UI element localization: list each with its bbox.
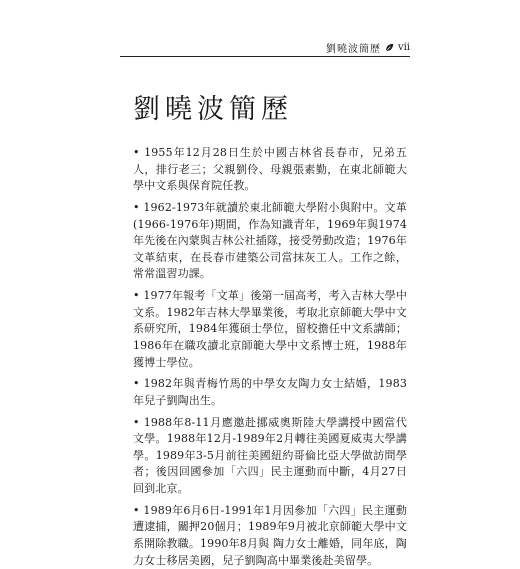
paragraph-marriage: • 1982年與青梅竹馬的中學女友陶力女士結婚，1983年兒子劉陶出生。 <box>133 377 407 407</box>
paragraph-arrest: • 1989年6月6日-1991年1月因參加「六四」民主運動遭逮捕，關押20個月；1989年9月被北京師範大學中文系開除教職。1990年8月與 陶力女士離婚，同年底，陶力女士移居美國，兒子劉陶高中畢業後赴美留學。 <box>133 503 407 567</box>
paragraph-education-youth: • 1962-1973年就讀於東北師範大學附小與附中。文革(1966-1976年)期間，作為知識青年，1969年與1974年先後在內蒙與吉林公社插隊，接受勞動改造；1976年文革結束，在長春市建築公司當抹灰工人。工作之餘，常常溫習功課。 <box>133 200 407 281</box>
running-header-title: 劉曉波簡歷 <box>325 43 381 55</box>
biography-text <box>133 145 407 569</box>
running-header <box>120 39 410 55</box>
paragraph-birth: • 1955年12月28日生於中國吉林省長春市，兄弟五人，排行老三；父親劉伶、母親張素勤，在東北師範大學中文系與保育院任教。 <box>133 146 407 193</box>
leaf-ornament-icon <box>385 43 394 52</box>
header-rule <box>120 56 410 57</box>
page-number: vii <box>397 41 410 53</box>
paragraph-abroad: • 1988年8-11月應邀赴挪威奧斯陸大學講授中國當代文學。1988年12月-1989年2月轉往美國夏威夷大學講學。1989年3-5月前往美國紐約哥倫比亞大學做訪問學者；後因回國參加「六四」民主運動而中斷，4月27日回到北京。 <box>133 415 407 496</box>
paragraph-university: • 1977年報考「文革」後第一屆高考，考入吉林大學中文系。1982年吉林大學畢業後，考取北京師範大學中文系研究所，1984年獲碩士學位，留校擔任中文系講師；1986年在職攻讀北京師範大學中文系博士班，1988年獲博士學位。 <box>133 289 407 369</box>
chapter-title: 劉曉波簡歷 <box>133 94 293 125</box>
